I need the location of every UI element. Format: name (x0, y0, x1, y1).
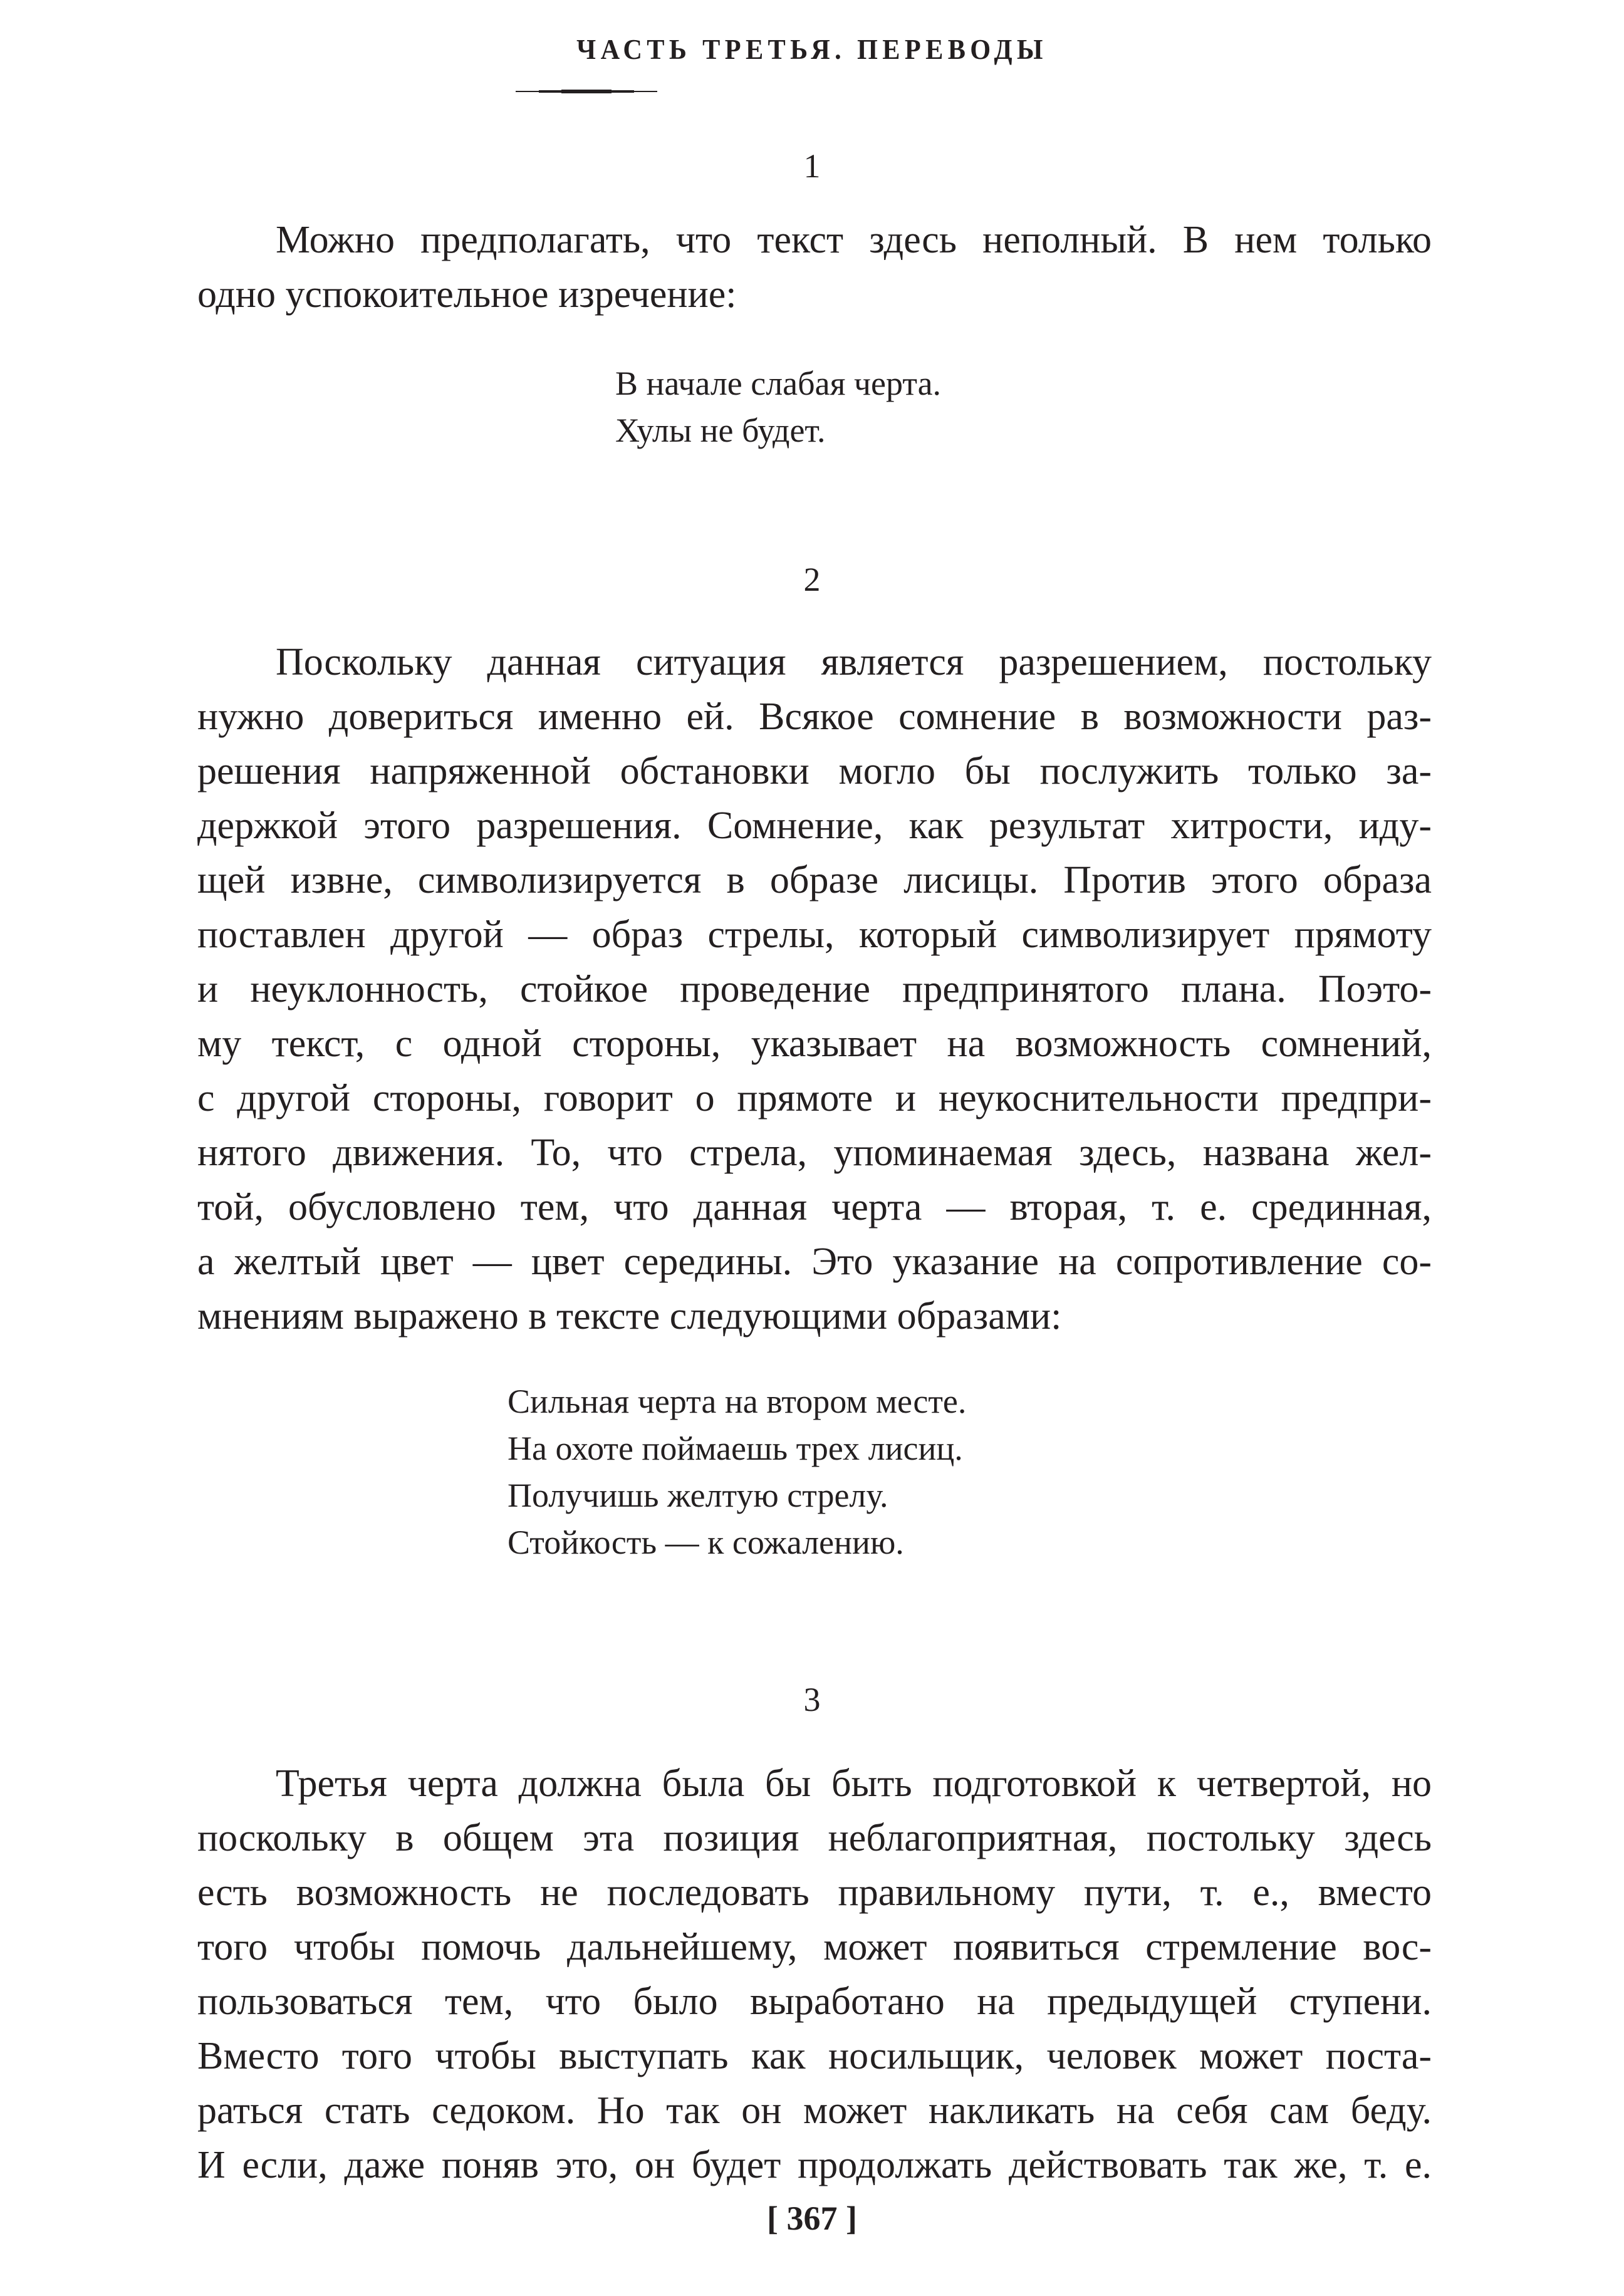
paragraph-line: поставлен другой — образ стрелы, который символизирует прямоту (197, 913, 1432, 956)
paragraph-line: Можно предполагать, что текст здесь неполный. В нем только (276, 219, 1432, 261)
page-number: [ 367 ] (767, 2200, 857, 2237)
paragraph-line: одно успокоительное изречение: (197, 273, 737, 316)
quote-line: Стойкость — к сожалению. (508, 1524, 904, 1561)
paragraph-line: пользоваться тем, что было выработано на предыдущей ступени. (197, 1980, 1432, 2023)
paragraph-line: той, обусловлено тем, что данная черта — вторая, т. е. срединная, (197, 1186, 1432, 1229)
ornament-rule (0, 90, 1624, 93)
quote-line: Хулы не будет. (615, 412, 826, 449)
paragraph-line: щей извне, символизируется в образе лисицы. Против этого образа (197, 859, 1432, 901)
paragraph-line: му текст, с одной стороны, указывает на возможность сомнений, (197, 1022, 1432, 1065)
paragraph-line: того чтобы помочь дальнейшему, может появиться стремление вос- (197, 1926, 1432, 1968)
paragraph-line: Вместо того чтобы выступать как носильщик, человек может поста- (197, 2035, 1432, 2077)
paragraph-line: раться стать седоком. Но так он может накликать на себя сам беду. (197, 2089, 1432, 2132)
paragraph-line: нятого движения. То, что стрела, упоминаемая здесь, названа жел- (197, 1131, 1432, 1174)
paragraph-line: есть возможность не последовать правильному пути, т. е., вместо (197, 1871, 1432, 1914)
paragraph-line: решения напряженной обстановки могло бы послужить только за- (197, 750, 1432, 792)
paragraph-line: И если, даже поняв это, он будет продолжать действовать так же, т. е. (197, 2144, 1432, 2186)
paragraph-line: мнениям выражено в тексте следующими образами: (197, 1295, 1062, 1338)
paragraph-line: и неуклонность, стойкое проведение предпринятого плана. Поэто- (197, 968, 1432, 1010)
paragraph-line: держкой этого разрешения. Сомнение, как результат хитрости, иду- (197, 804, 1432, 847)
quote-line: Сильная черта на втором месте. (508, 1383, 967, 1420)
running-head: ЧАСТЬ ТРЕТЬЯ. ПЕРЕВОДЫ (576, 33, 1048, 65)
paragraph-line: а желтый цвет — цвет середины. Это указание на сопротивление со- (197, 1240, 1432, 1283)
paragraph-line: поскольку в общем эта позиция неблагоприятная, постольку здесь (197, 1817, 1432, 1859)
quote-line: Получишь желтую стрелу. (508, 1477, 888, 1514)
quote-line: В начале слабая черта. (615, 365, 942, 402)
paragraph-line: Третья черта должна была бы быть подготовкой к четвертой, но (276, 1762, 1432, 1805)
section-number: 1 (803, 147, 821, 185)
ornament-rule-thick (561, 90, 612, 93)
section-number: 2 (803, 561, 821, 598)
paragraph-line: Поскольку данная ситуация является разрешением, постольку (276, 641, 1432, 683)
section-number: 3 (803, 1681, 821, 1718)
quote-line: На охоте поймаешь трех лисиц. (508, 1430, 963, 1467)
paragraph-line: нужно довериться именно ей. Всякое сомнение в возможности раз- (197, 695, 1432, 738)
paragraph-line: с другой стороны, говорит о прямоте и неукоснительности предпри- (197, 1077, 1432, 1119)
